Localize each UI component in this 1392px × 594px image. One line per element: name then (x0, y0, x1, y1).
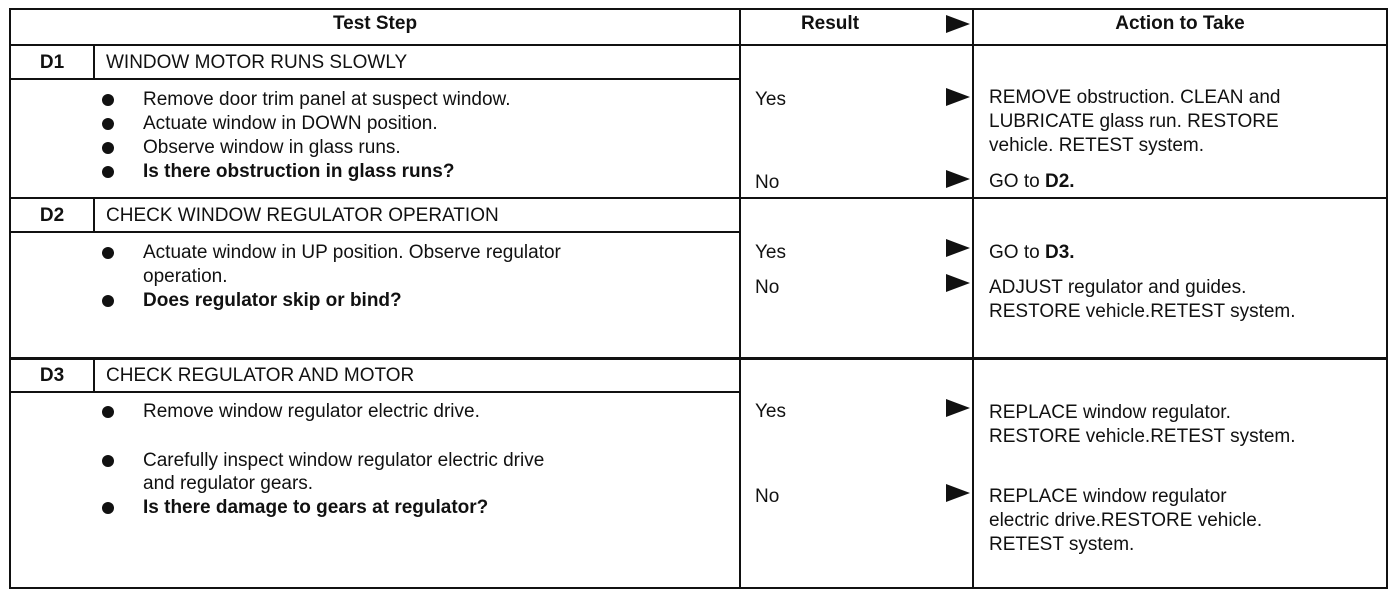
step-d3-line-2: Carefully inspect window regulator electric drive (143, 450, 545, 471)
table-bottom-border (10, 587, 1388, 589)
table-left-border (9, 8, 11, 589)
header-arrow-icon (946, 15, 970, 33)
action-d3-no-line-2: electric drive.RESTORE vehicle. (989, 510, 1263, 531)
action-d1-no (989, 170, 1075, 194)
arrow-d3-no-icon (946, 484, 970, 502)
result-column-divider (739, 8, 741, 589)
step-id-d1: D1 (39, 52, 65, 73)
bullet-icon (102, 502, 114, 514)
result-d2-yes: Yes (755, 242, 786, 263)
header-action: Action to Take (1115, 13, 1245, 34)
action-d1-yes-line-2: LUBRICATE glass run. RESTORE (989, 111, 1279, 132)
step-d2-line-2: operation. (143, 266, 228, 287)
step-d1-line-1: Remove door trim panel at suspect window. (143, 89, 511, 110)
step-d3-line-3: and regulator gears. (143, 473, 314, 494)
arrow-d2-no-icon (946, 274, 970, 292)
header-test-step: Test Step (332, 13, 418, 34)
step-title-underline-d1 (10, 78, 740, 80)
bullet-icon (102, 166, 114, 178)
action-d1-yes-line-1: REMOVE obstruction. CLEAN and (989, 87, 1281, 108)
arrow-d2-yes-icon (946, 239, 970, 257)
step-d1-line-3: Observe window in glass runs. (143, 137, 401, 158)
step-d3-question: Is there damage to gears at regulator? (143, 497, 489, 518)
action-d3-yes-line-2: RESTORE vehicle.RETEST system. (989, 426, 1296, 447)
step-title-d1: WINDOW MOTOR RUNS SLOWLY (106, 52, 408, 73)
step-id-d3: D3 (39, 365, 65, 386)
action-d3-yes-line-1: REPLACE window regulator. (989, 402, 1231, 423)
row-divider-d2-d3 (10, 357, 1388, 360)
action-d1-yes-line-3: vehicle. RETEST system. (989, 135, 1205, 156)
action-d2-no-line-1: ADJUST regulator and guides. (989, 277, 1247, 298)
action-d2-no-line-2: RESTORE vehicle.RETEST system. (989, 301, 1296, 322)
step-id-d2: D2 (39, 205, 65, 226)
bullet-icon (102, 295, 114, 307)
step-d2-question: Does regulator skip or bind? (143, 290, 402, 311)
step-id-divider-d2 (93, 198, 95, 232)
row-divider-d1-d2 (10, 197, 1388, 199)
result-d1-no: No (755, 172, 780, 193)
step-title-d2: CHECK WINDOW REGULATOR OPERATION (106, 205, 499, 226)
header-bottom-border (10, 44, 1388, 46)
arrow-d1-yes-icon (946, 88, 970, 106)
step-id-divider-d3 (93, 359, 95, 392)
bullet-icon (102, 118, 114, 130)
header-result: Result (800, 13, 860, 34)
action-d3-no-line-1: REPLACE window regulator (989, 486, 1227, 507)
arrow-d3-yes-icon (946, 399, 970, 417)
bullet-icon (102, 94, 114, 106)
action-d2-yes-target: D3. (1044, 242, 1075, 263)
action-d2-yes-text: GO to (989, 242, 1045, 263)
action-d1-no-target: D2. (1044, 171, 1075, 192)
action-d2-yes (989, 241, 1075, 265)
bullet-icon (102, 455, 114, 467)
bullet-icon (102, 406, 114, 418)
result-d3-no: No (755, 486, 780, 507)
step-d1-line-2: Actuate window in DOWN position. (143, 113, 438, 134)
arrow-d1-no-icon (946, 170, 970, 188)
step-id-divider-d1 (93, 45, 95, 79)
result-d3-yes: Yes (755, 401, 786, 422)
table-right-border (1386, 8, 1388, 589)
bullet-icon (102, 142, 114, 154)
step-title-underline-d3 (10, 391, 740, 393)
step-d2-line-1: Actuate window in UP position. Observe regulator (143, 242, 561, 263)
step-title-underline-d2 (10, 231, 740, 233)
step-d1-question: Is there obstruction in glass runs? (143, 161, 455, 182)
result-d2-no: No (755, 277, 780, 298)
step-d3-line-1: Remove window regulator electric drive. (143, 401, 480, 422)
result-d1-yes: Yes (755, 89, 786, 110)
action-column-divider (972, 8, 974, 589)
step-title-d3: CHECK REGULATOR AND MOTOR (106, 365, 415, 386)
bullet-icon (102, 247, 114, 259)
action-d1-no-text: GO to (989, 171, 1045, 192)
action-d3-no-line-3: RETEST system. (989, 534, 1135, 555)
table-top-border (10, 8, 1388, 10)
